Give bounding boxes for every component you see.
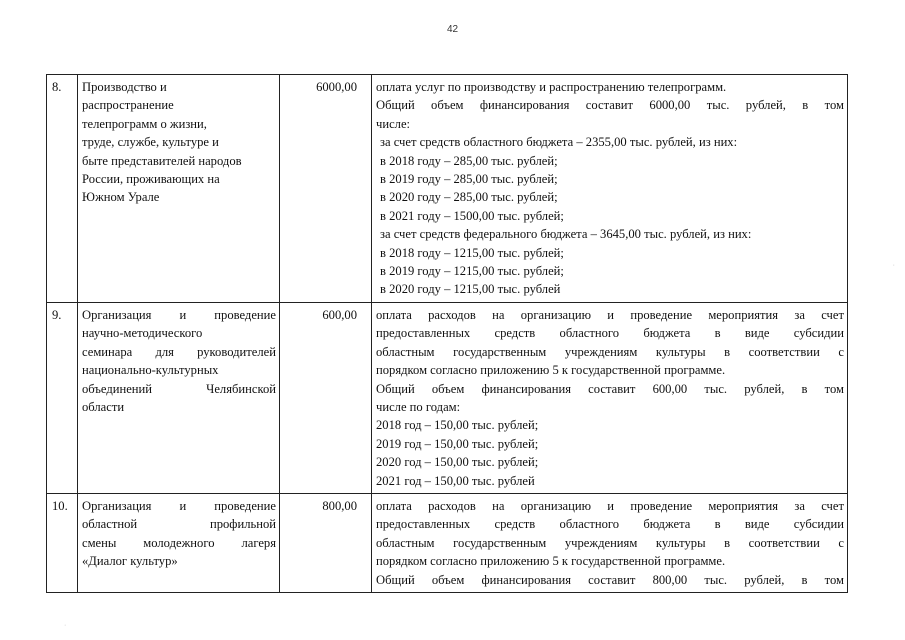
description-line: 2019 год – 150,00 тыс. рублей; [376,436,539,451]
row-number: 8. [47,75,78,303]
measure-name-line: объединений Челябинской [82,381,276,396]
measure-name-line: области [82,399,125,414]
measure-name-line: национально-культурных [82,363,219,378]
description-line: Общий объем финансирования составит 6000,00 тыс. рублей, в том [376,98,844,113]
scan-artifact: · [892,262,895,269]
description-line: Общий объем финансирования составит 600,00 тыс. рублей, в том [376,381,844,396]
table-row [47,302,848,493]
description-line: в 2021 году – 1500,00 тыс. рублей; [380,208,564,223]
description-line: в 2019 году – 285,00 тыс. рублей; [380,172,558,187]
description-line: областным государственным учреждениям культуры в соответствии с [376,535,844,550]
measure-name-line: «Диалог культур» [82,554,178,569]
description-line: за счет средств областного бюджета – 2355,00 тыс. рублей, из них: [380,135,738,150]
description-line: порядком согласно приложению 5 к государственной программе. [376,554,726,569]
row-number: 9. [47,302,78,493]
table-row [47,75,848,303]
description-line: числе по годам: [376,399,461,414]
row-number: 10. [47,493,78,592]
measure-name-line: распространение [82,98,174,113]
measure-name-line: телепрограмм о жизни, [82,116,207,131]
description-line: в 2018 году – 1215,00 тыс. рублей; [380,245,564,260]
description-line: 2021 год – 150,00 тыс. рублей [376,473,535,488]
description-line: областным государственным учреждениям культуры в соответствии с [376,344,844,359]
description-line: за счет средств федерального бюджета – 3645,00 тыс. рублей, из них: [380,227,752,242]
description-line: в 2018 году – 285,00 тыс. рублей; [380,153,558,168]
description-line: 2018 год – 150,00 тыс. рублей; [376,418,539,433]
measure-name-line: России, проживающих на [82,172,220,187]
table-row [47,493,848,592]
program-measures-table [46,74,848,593]
funding-amount: 6000,00 [280,75,372,303]
measure-name-line: научно-методического [82,326,203,341]
description-line: Общий объем финансирования составит 800,00 тыс. рублей, в том [376,572,844,587]
funding-description-cell [372,493,848,592]
measure-name-line: смены молодежного лагеря [82,535,276,550]
description-line: оплата расходов на организацию и проведение мероприятия за счет [376,498,844,513]
page-number: 42 [446,24,459,35]
funding-amount: 600,00 [280,302,372,493]
measure-name-line: Производство и [82,80,167,94]
measure-name-cell [78,493,280,592]
description-line: в 2020 году – 1215,00 тыс. рублей [380,282,561,297]
description-line: 2020 год – 150,00 тыс. рублей; [376,455,539,470]
description-line: в 2020 году – 285,00 тыс. рублей; [380,190,558,205]
measure-name-line: труде, службе, культуре и [82,135,219,150]
funding-amount: 800,00 [280,493,372,592]
description-line: порядком согласно приложению 5 к государственной программе. [376,363,726,378]
funding-description-cell [372,75,848,303]
measure-name-line: Организация и проведение [82,307,276,322]
description-line: оплата расходов на организацию и проведение мероприятия за счет [376,307,844,322]
scan-artifact: · [64,622,67,629]
measure-name-cell [78,302,280,493]
measure-name-line: областной профильной [82,517,276,532]
description-line: в 2019 году – 1215,00 тыс. рублей; [380,264,564,279]
description-line: предоставленных средств областного бюджета в виде субсидии [376,517,844,532]
measure-name-line: Южном Урале [82,190,160,205]
description-line: числе: [376,116,411,131]
measure-name-line: семинара для руководителей [82,344,276,359]
description-line: оплата услуг по производству и распространению телепрограмм. [376,80,727,94]
measure-name-cell [78,75,280,303]
description-line: предоставленных средств областного бюджета в виде субсидии [376,326,844,341]
measure-name-line: быте представителей народов [82,153,242,168]
funding-description-cell [372,302,848,493]
measure-name-line: Организация и проведение [82,498,276,513]
